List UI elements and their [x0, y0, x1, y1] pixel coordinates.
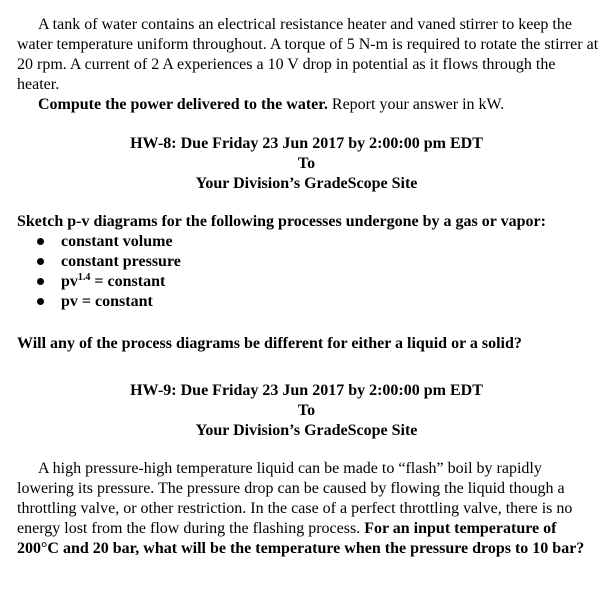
bullet-icon — [37, 278, 44, 285]
hw9-header — [0, 381, 613, 441]
hw7-intro: A tank of water contains an electrical resistance heater and vaned stirrer to keep the water temperature uniform throughout. A torque of 5 N-m is required to rotate the stirrer at 20 rpm. A current of 2 A experiences a 10 V drop in potential as it flows through the heater. — [17, 16, 599, 93]
hw8-to-line: To — [297, 155, 316, 172]
hw9-problem-text — [17, 459, 600, 559]
hw8-sketch-prompt: Sketch p-v diagrams for the following processes undergone by a gas or vapor: — [17, 213, 546, 230]
hw8-header — [0, 134, 613, 194]
list-item: constant volume — [37, 232, 181, 252]
hw8-due-line: HW-8: Due Friday 23 Jun 2017 by 2:00:00 pm EDT — [130, 135, 483, 152]
bullet-icon — [37, 298, 44, 305]
hw7-question-tail: Report your answer in kW. — [327, 96, 505, 113]
hw7-problem-text — [17, 15, 600, 95]
hw7-question-bold: Compute the power delivered to the water. — [38, 96, 328, 113]
hw7-question — [38, 95, 504, 115]
exponent: 1.4 — [77, 272, 91, 283]
bullet-icon — [37, 258, 44, 265]
process-list — [37, 232, 181, 312]
hw9-to-line: To — [297, 402, 316, 419]
hw8-site-line: Your Division’s GradeScope Site — [195, 175, 418, 192]
hw9-due-line: HW-9: Due Friday 23 Jun 2017 by 2:00:00 pm EDT — [130, 382, 483, 399]
hw8-followup-question: Will any of the process diagrams be different for either a liquid or a solid? — [17, 335, 522, 352]
list-item: pv = constant — [37, 292, 181, 312]
hw9-site-line: Your Division’s GradeScope Site — [195, 422, 418, 439]
bullet-icon — [37, 238, 44, 245]
list-item: constant pressure — [37, 252, 181, 272]
hw9-body: A high pressure-high temperature liquid can be made to “flash” boil by rapidly lowering its pressure. The pressure drop can be caused by flowing the liquid though a throttling valve, or other restriction. In the case of a perfect throttling valve, there is no energy lost from the flow during the flashing process. — [17, 460, 573, 537]
list-item: $pv^{1.4}$ = constant — [37, 272, 181, 292]
hw9-question-bold: For an input temperature of 200°C and 20 bar, what will be the temperature when the pressure drops to 10 bar? — [17, 520, 585, 557]
